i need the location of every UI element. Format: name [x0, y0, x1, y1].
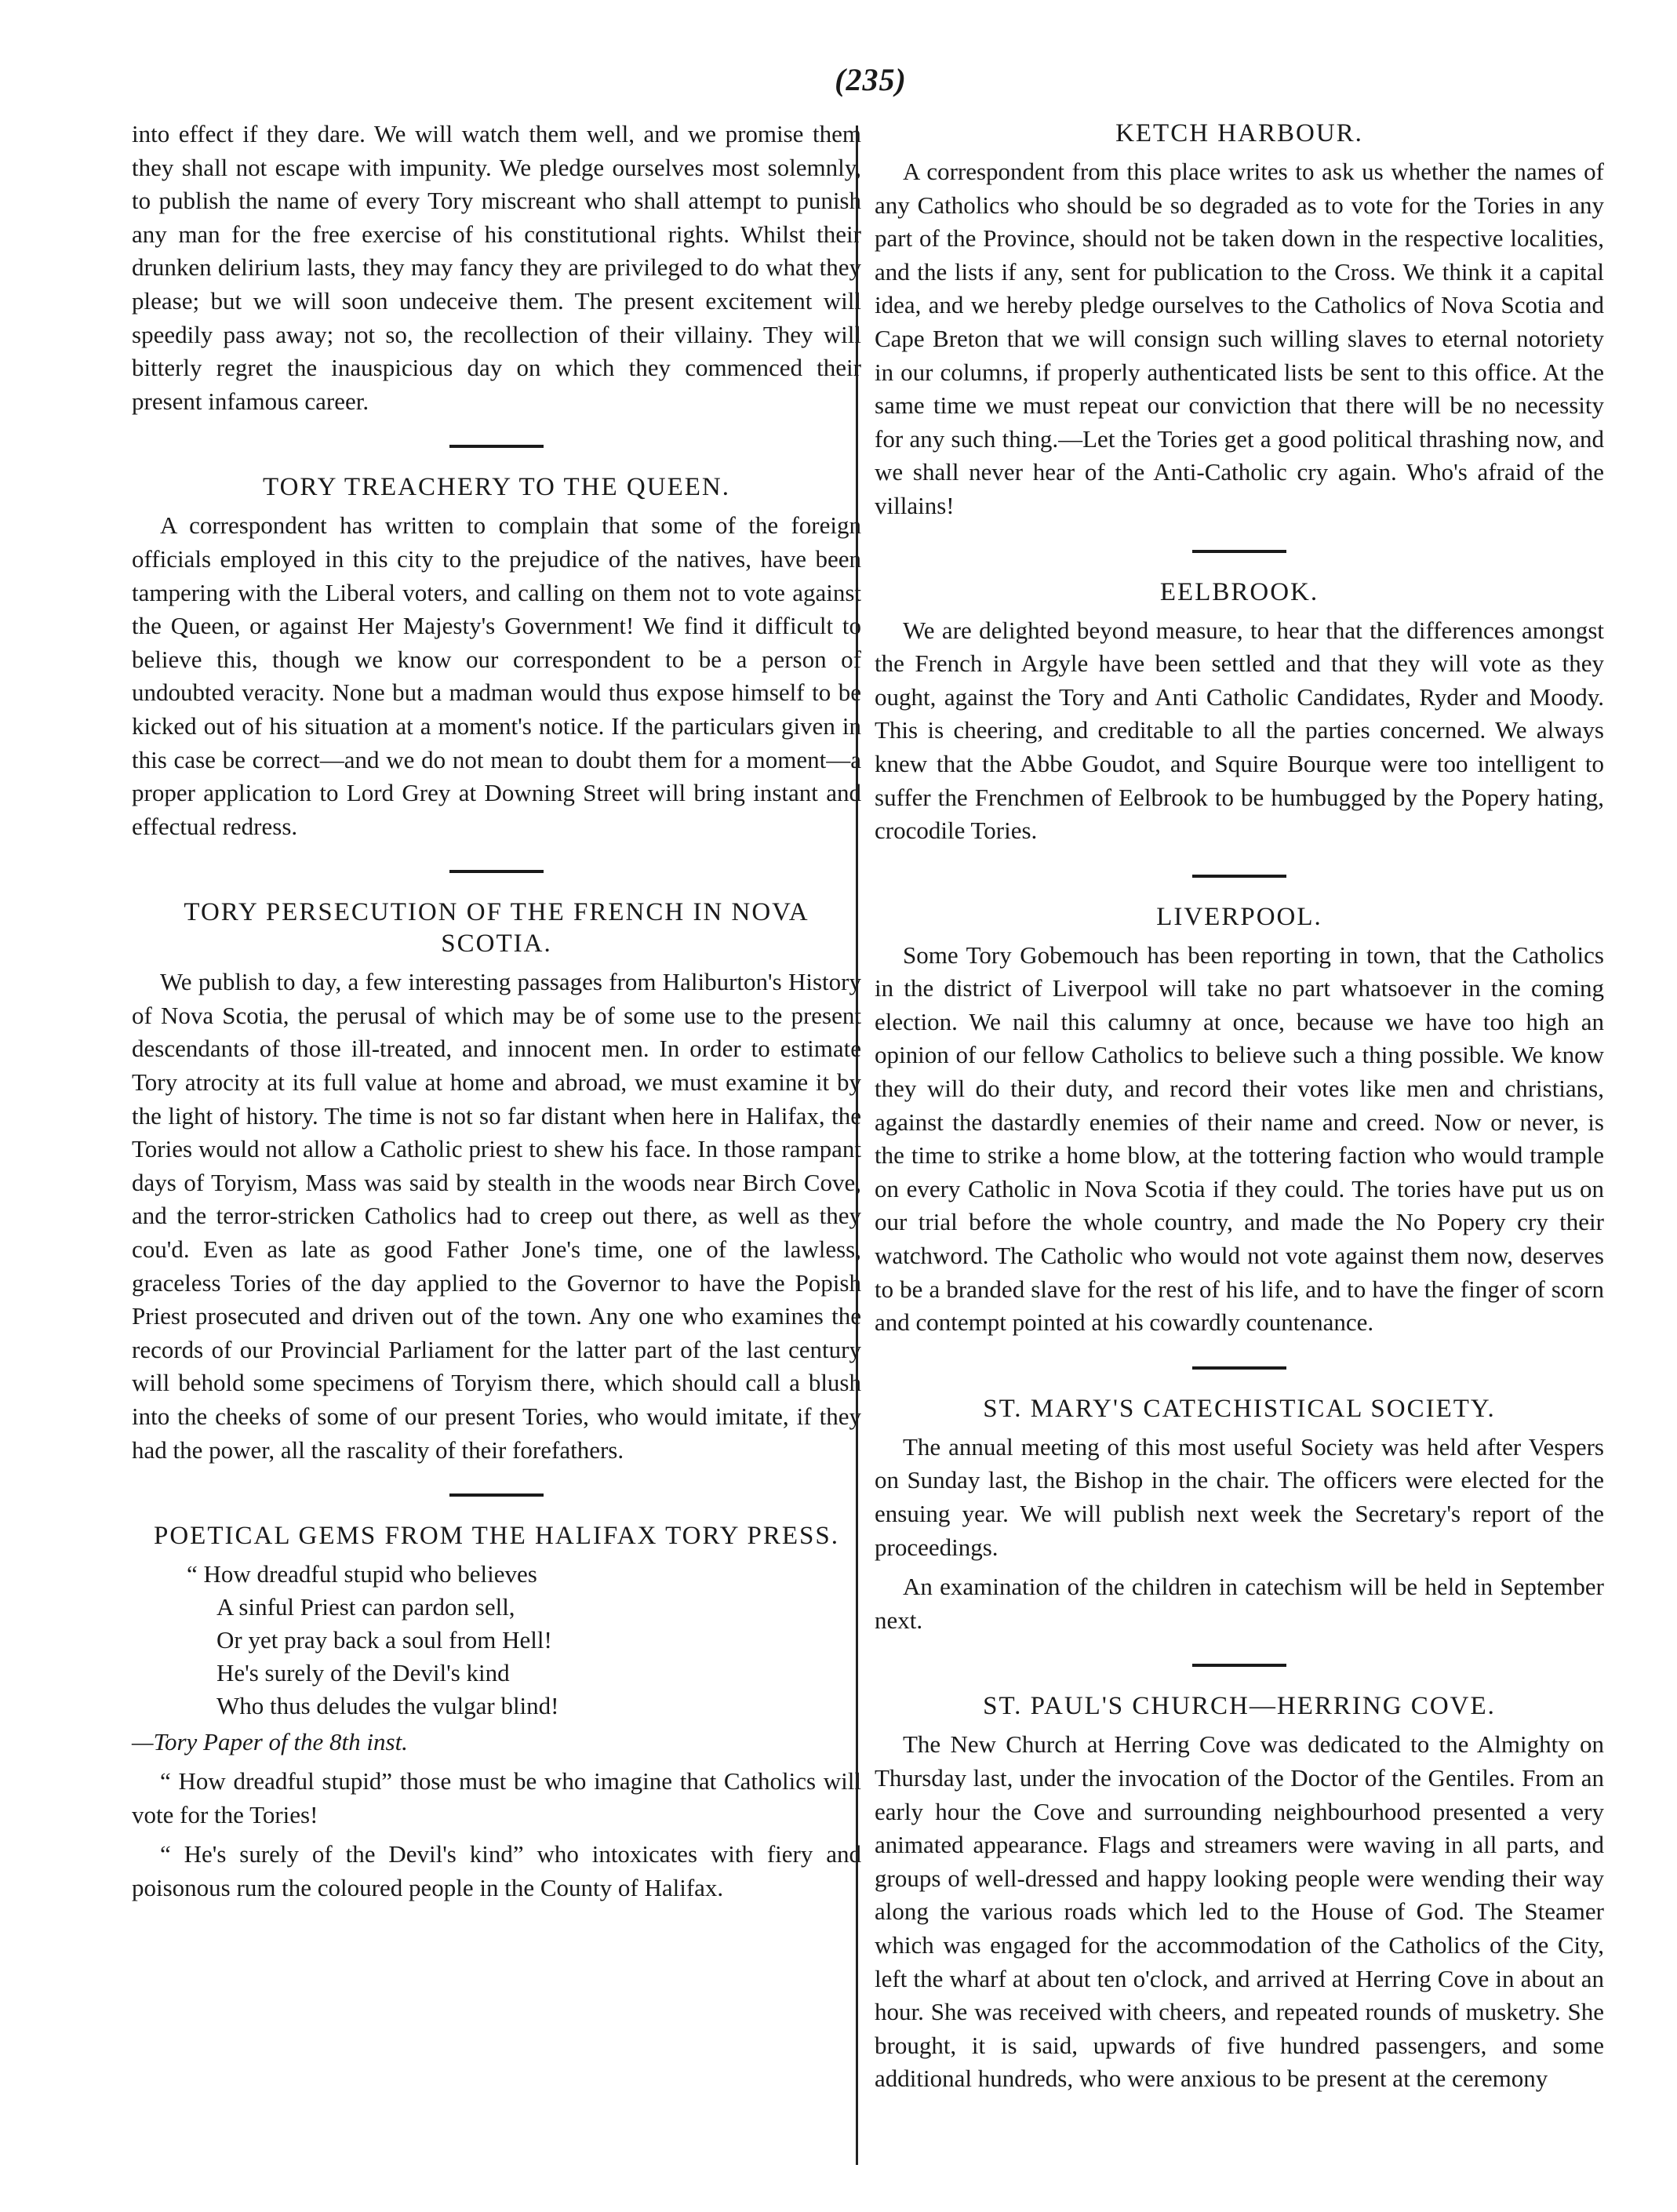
article-eelbrook	[875, 577, 1604, 848]
article-st-marys	[875, 1393, 1604, 1638]
article-ketch-harbour	[875, 118, 1604, 523]
article-liverpool	[875, 901, 1604, 1340]
left-column	[132, 118, 861, 1905]
article-body: An examination of the children in catechism will be held in September next.	[875, 1573, 1604, 1634]
section-rule	[449, 1493, 544, 1497]
article-title: LIVERPOOL.	[1156, 902, 1322, 931]
section-rule	[1192, 1664, 1286, 1667]
article-body: A correspondent has written to complain that some of the foreign officials employed in this city to the prejudice of the natives, have been tampering with the Liberal voters, and calling on them not to vote against the Queen, or against Her Majesty's Government! We find it difficult to believe this, though we know our correspondent to be a person of undoubted veracity. None but a madman would thus expose himself to be kicked out of his situation at a moment's notice. If the particulars given in this case be correct—and we do not mean to doubt them for a moment—a proper application to Lord Grey at Downing Street will bring instant and effectual redress.	[132, 511, 861, 840]
section-rule	[1192, 875, 1286, 878]
article-body: Some Tory Gobemouch has been reporting in town, that the Catholics in the district of Liverpool will take no part whatsoever in the coming election. We nail this calumny at once, because we have too high an opinion of our fellow Catholics to believe such a thing possible. We know they will do their duty, and record their votes like men and christians, against the dastardly enemies of their name and creed. Now or never, is the time to strike a home blow, at the tottering faction who would trample on every Catholic in Nova Scotia if they could. The tories have put us on our trial before the whole country, and made the No Popery cry their watchword. The Catholic who would not vote against them now, deserves to be a branded slave for the rest of his life, and to have the finger of scorn and contempt pointed at his cowardly countenance.	[875, 940, 1604, 1337]
article-body: The annual meeting of this most useful Society was held after Vespers on Sunday last, the Bishop in the chair. The officers were elected for the ensuing year. We will publish next week the Secretary's report of the proceedings.	[875, 1432, 1604, 1561]
article-body: A correspondent from this place writes to ask us whether the names of any Catholics who should be so degraded as to vote for the Tories in any part of the Province, should not be taken down in the respective localities, and the lists if any, sent for publication to the Cross. We think it a capital idea, and we hereby pledge ourselves to the Catholics of Nova Scotia and Cape Breton that we will consign such willing slaves to eternal notoriety in our columns, if properly authenticated lists be sent to this office. At the same time we must repeat our conviction that there will be no necessity for any such thing.—Let the Tories get a good political thrashing now, and we shall never hear of the Anti-Catholic cry again. Who's afraid of the villains!	[875, 158, 1604, 519]
article-body: We publish to day, a few interesting passages from Haliburton's History of Nova Scotia, the perusal of which may be of some use to the present descendants of those ill-treated, and innocent men. In order to estimate Tory atrocity at its full value at home and abroad, we must examine it by the light of history. The time is not so far distant when here in Halifax, the Tories would not allow a Catholic priest to shew his face. In those rampant days of Toryism, Mass was said by stealth in the woods near Birch Cove, and the terror-stricken Catholics had to creep out there, as well as they cou'd. Even as late as good Father Jone's time, one of the lawless, graceless Tories of the day applied to the Governor to have the Popish Priest prosecuted and driven out of the town. Any one who examines the records of our Provincial Parliament for the latter part of the last century will behold some specimens of Toryism there, which should call a blush into the cheeks of some of our present Tories, who would imitate, if they had the power, all the rascality of their forefathers.	[132, 968, 861, 1464]
article-title: KETCH HARBOUR.	[1115, 119, 1363, 147]
article-body: “ He's surely of the Devil's kind” who intoxicates with fiery and poisonous rum the coloured people in the County of Halifax.	[132, 1840, 861, 1901]
article-st-pauls	[875, 1690, 1604, 2096]
right-column	[875, 118, 1604, 2096]
poem-attribution: —Tory Paper of the 8th inst.	[132, 1728, 408, 1756]
article-poetical-gems	[132, 1520, 861, 1905]
article-title: TORY TREACHERY TO THE QUEEN.	[263, 473, 730, 502]
continued-article	[132, 118, 861, 418]
article-body: The New Church at Herring Cove was dedicated to the Almighty on Thursday last, under the invocation of the Doctor of the Gentiles. From an early hour the Cove and surrounding neighbourhood presented a very animated appearance. Flags and streamers were waving in all parts, and groups of well-dressed and happy looking people were wending their way along the various roads which led to the House of God. The Steamer which was engaged for the accommodation of the Catholics of the City, left the wharf at about ten o'clock, and arrived at Herring Cove in about an hour. She was received with cheers, and repeated rounds of musketry. She brought, it is said, upwards of five hundred passengers, and some additional hundreds, who were anxious to be present at the ceremony	[875, 1730, 1604, 2093]
section-rule	[1192, 550, 1286, 553]
continued-article-text: into effect if they dare. We will watch them well, and we promise them they shall not escape with impunity. We pledge ourselves most solemnly, to publish the name of every Tory miscreant who shall attempt to punish any man for the free exercise of his constitutional rights. Whilst their drunken delirium lasts, they may fancy they are privileged to do what they please; but we will soon undeceive them. The present excitement will speedily pass away; not so, the recollection of their villainy. They will bitterly regret the inauspicious day on which they commenced their present infamous career.	[132, 120, 861, 415]
poem-line: Who thus deludes the vulgar blind!	[216, 1692, 559, 1720]
poem-line: “ How dreadful stupid who believes	[187, 1560, 537, 1588]
poem-line: He's surely of the Devil's kind	[216, 1659, 510, 1687]
article-body: We are delighted beyond measure, to hear that the differences amongst the French in Argyle have been settled and that they will vote as they ought, against the Tory and Anti Catholic Candidates, Ryder and Moody. This is cheering, and creditable to all the parties concerned. We always knew that the Abbe Goudot, and Squire Bourque were too intelligent to suffer the Frenchmen of Eelbrook to be humbugged by the Popery hating, crocodile Tories.	[875, 616, 1604, 845]
poem	[187, 1558, 861, 1723]
section-rule	[449, 870, 544, 873]
article-title: ST. MARY'S CATECHISTICAL SOCIETY.	[983, 1394, 1496, 1423]
article-tory-treachery	[132, 471, 861, 843]
article-title: TORY PERSECUTION OF THE FRENCH IN NOVA SCOTIA.	[184, 898, 809, 959]
article-title: EELBROOK.	[1159, 577, 1319, 606]
poem-line: Or yet pray back a soul from Hell!	[216, 1626, 552, 1654]
poem-line: A sinful Priest can pardon sell,	[216, 1593, 515, 1621]
section-rule	[1192, 1366, 1286, 1370]
page-number: (235)	[835, 62, 907, 97]
article-tory-persecution	[132, 897, 861, 1467]
article-title: POETICAL GEMS FROM THE HALIFAX TORY PRESS.	[154, 1522, 839, 1551]
section-rule	[449, 445, 544, 448]
article-title: ST. PAUL'S CHURCH—HERRING COVE.	[983, 1692, 1496, 1721]
article-body: “ How dreadful stupid” those must be who imagine that Catholics will vote for the Tories!	[132, 1767, 861, 1828]
